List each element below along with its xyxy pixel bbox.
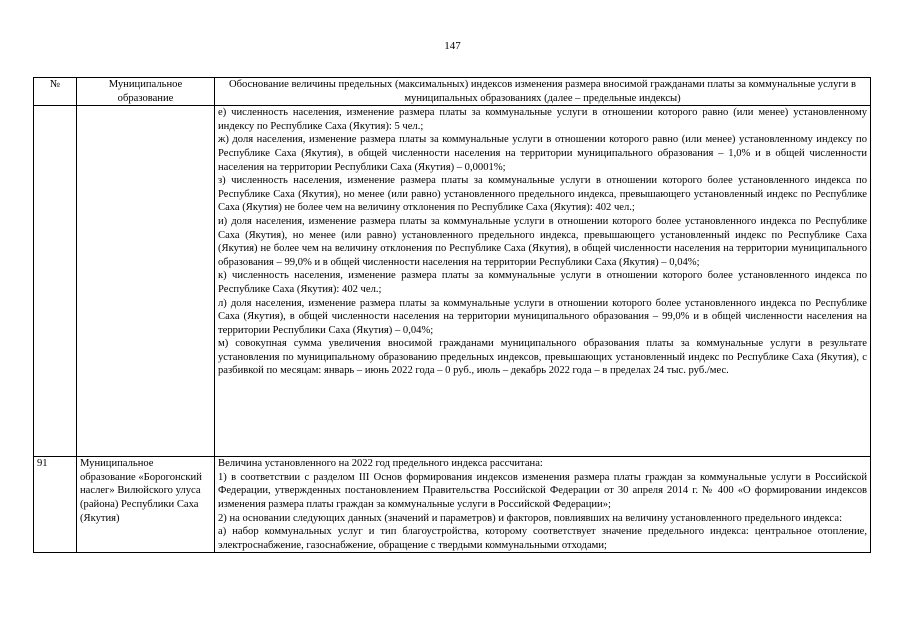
paragraph: Величина установленного на 2022 год предельного индекса рассчитана: — [218, 458, 543, 470]
header-number: № — [34, 78, 77, 106]
paragraph: з) численность населения, изменение размера платы за коммунальные услуги в отношении которого более установленного индекса по Республике Саха (Якутия), но менее (или равно) установленного предельного индекса, превышающего установленный индекс по Республике Саха (Якутия) не более чем на величину отклонения по Республике Саха (Якутия): 402 чел.; — [218, 175, 867, 214]
table-row-91 — [34, 457, 871, 553]
page-number: 147 — [444, 40, 461, 52]
table-header-row — [34, 78, 871, 106]
paragraph: к) численность населения, изменение размера платы за коммунальные услуги в отношении которого более установленного индекса по Республике Саха (Якутия): 402 чел.; — [218, 270, 867, 295]
paragraph: 2) на основании следующих данных (значений и параметров) и факторов, повлиявших на величину установленного предельного индекса: — [218, 512, 843, 524]
row-91-justification — [215, 457, 871, 553]
table-row-continued — [34, 106, 871, 457]
header-municipality: Муниципальное образование — [77, 78, 215, 106]
row-91-number: 91 — [34, 457, 77, 553]
paragraph: л) доля населения, изменение размера платы за коммунальные услуги в отношении которого более установленного индекса по Республике Саха (Якутия), в общей численности населения на территории муниципального образования – 99,0% и в общей численности населения на территории Республики Саха (Якутия) – 0,04%; — [218, 297, 867, 336]
paragraph: ж) доля населения, изменение размера платы за коммунальные услуги в отношении которого равно (или менее) установленному индексу по Республике Саха (Якутия), в общей численности населения на территории муниципального образования – 1,0% и в общей численности населения на территории Республики Саха (Якутия) – 0,0001%; — [218, 134, 867, 173]
paragraph: е) численность населения, изменение размера платы за коммунальные услуги в отношении которого равно (или менее) установленному индексу по Республике Саха (Якутия): 5 чел.; — [218, 107, 867, 132]
justification-table — [33, 77, 871, 553]
paragraph: и) доля населения, изменение размера платы за коммунальные услуги в отношении которого более установленного индекса по Республике Саха (Якутия), но менее (или равно) установленного предельного индекса, превышающего установленный индекс по Республике Саха (Якутия) не более чем на величину отклонения по Республике Саха (Якутия), в общей численности населения на территории муниципального образования – 99,0% и в общей численности населения на территории Республики Саха (Якутия) – 0,04%; — [218, 215, 867, 268]
header-justification: Обоснование величины предельных (максимальных) индексов изменения размера вносимой гражданами платы за коммунальные услуги в муниципальных образованиях (далее – предельные индексы) — [215, 78, 871, 106]
row-continued-municipality — [77, 106, 215, 457]
row-continued-number — [34, 106, 77, 457]
paragraph: 1) в соответствии с разделом III Основ формирования индексов изменения размера платы граждан за коммунальные услуги в Российской Федерации, утвержденных постановлением Правительства Российской Федерации от 30 апреля 2014 г. № 400 «О формировании индексов изменения размера платы граждан за коммунальные услуги в Российской Федерации»; — [218, 471, 867, 510]
paragraph: а) набор коммунальных услуг и тип благоустройства, которому соответствует значение предельного индекса: центральное отопление, электроснабжение, газоснабжение, обращение с твердыми коммунальными отходами; — [218, 526, 867, 551]
paragraph: м) совокупная сумма увеличения вносимой гражданами муниципального образования платы за коммунальные услуги в результате установления по муниципальному образованию предельных индексов, превышающих установленный индекс по Республике Саха (Якутия), с разбивкой по месяцам: январь – июнь 2022 года – 0 руб., июль – декабрь 2022 года – в пределах 24 тыс. руб./мес. — [218, 338, 867, 377]
row-continued-justification — [215, 106, 871, 457]
row-91-municipality: Муниципальное образование «Борогонский наслег» Вилюйского улуса (района) Республики Саха (Якутия) — [77, 457, 215, 553]
